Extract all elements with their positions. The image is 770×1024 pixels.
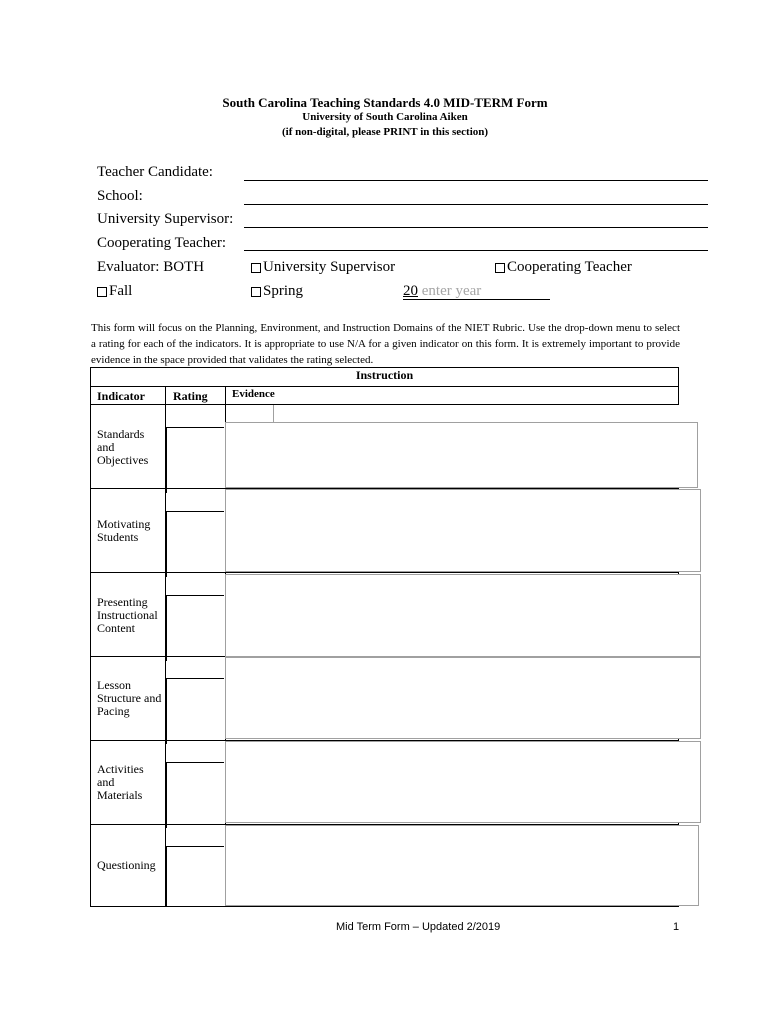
checkbox-icon[interactable] bbox=[251, 263, 261, 273]
footer-text: Mid Term Form – Updated 2/2019 bbox=[336, 921, 501, 933]
rating-dropdown[interactable] bbox=[166, 427, 224, 493]
evidence-field[interactable] bbox=[225, 574, 701, 657]
indicator-standards-and-objectives: Standards and Objectives bbox=[97, 427, 149, 467]
university-supervisor-underline bbox=[244, 227, 708, 228]
term-option-fall[interactable] bbox=[97, 283, 132, 300]
evidence-field[interactable] bbox=[225, 825, 699, 906]
school-underline bbox=[244, 204, 708, 205]
instructions-paragraph: This form will focus on the Planning, Environment, and Instruction Domains of the NIET Rubric. Use the drop-down menu to select a rating for each of the indicators. It is appropriate to use N/A for a given indicator on this form. It is extremely important to provide evidence in the space provided that validates the rating selected. bbox=[91, 322, 680, 366]
checkbox-icon[interactable] bbox=[251, 287, 261, 297]
rating-dropdown[interactable] bbox=[166, 846, 224, 907]
indicator-motivating-students: Motivating Students bbox=[97, 517, 151, 544]
year-field[interactable] bbox=[403, 283, 550, 300]
table-divider bbox=[90, 386, 679, 387]
university-supervisor-field[interactable] bbox=[244, 209, 712, 229]
form-note: (if non-digital, please PRINT in this section) bbox=[281, 126, 489, 138]
school-label: School: bbox=[97, 188, 143, 204]
cooperating-teacher-underline bbox=[244, 250, 708, 251]
cooperating-teacher-label: Cooperating Teacher: bbox=[97, 235, 227, 251]
year-placeholder: enter year bbox=[421, 283, 482, 299]
term-option-label: Fall bbox=[109, 283, 133, 299]
rating-dropdown[interactable] bbox=[166, 762, 224, 828]
indicator-questioning: Questioning bbox=[97, 858, 156, 872]
column-header-rating: Rating bbox=[173, 389, 208, 403]
term-option-spring[interactable] bbox=[251, 283, 303, 300]
column-header-indicator: Indicator bbox=[97, 389, 145, 403]
indicator-lesson-structure-and-pacing: Lesson Structure and Pacing bbox=[97, 678, 162, 718]
evaluator-option-cooperating-teacher[interactable] bbox=[495, 259, 632, 276]
evaluator-label: Evaluator: BOTH bbox=[97, 259, 205, 275]
year-prefix: 20 bbox=[403, 283, 418, 299]
evidence-field[interactable] bbox=[225, 741, 701, 823]
indicator-activities-and-materials: Activities and Materials bbox=[97, 762, 144, 802]
university-supervisor-label: University Supervisor: bbox=[97, 211, 234, 227]
form-subtitle: University of South Carolina Aiken bbox=[302, 111, 468, 123]
evidence-field[interactable] bbox=[225, 657, 701, 739]
indicator-presenting-instructional-content: Presenting Instructional Content bbox=[97, 595, 158, 635]
teacher-candidate-label: Teacher Candidate: bbox=[97, 164, 213, 180]
evaluator-option-label: Cooperating Teacher bbox=[507, 259, 632, 275]
rating-dropdown[interactable] bbox=[166, 511, 224, 577]
evaluator-option-label: University Supervisor bbox=[263, 259, 396, 275]
teacher-candidate-underline bbox=[244, 180, 708, 181]
table-section-title: Instruction bbox=[355, 368, 414, 382]
rating-dropdown[interactable] bbox=[166, 678, 224, 744]
term-option-label: Spring bbox=[263, 283, 304, 299]
evidence-overlay bbox=[273, 405, 679, 423]
teacher-candidate-field[interactable] bbox=[244, 162, 712, 182]
form-title: South Carolina Teaching Standards 4.0 MID-TERM Form bbox=[222, 95, 548, 110]
rating-dropdown[interactable] bbox=[166, 595, 224, 661]
evidence-field[interactable] bbox=[225, 489, 701, 572]
page-number: 1 bbox=[673, 921, 680, 933]
checkbox-icon[interactable] bbox=[495, 263, 505, 273]
column-header-evidence: Evidence bbox=[232, 388, 275, 400]
checkbox-icon[interactable] bbox=[97, 287, 107, 297]
evaluator-option-university-supervisor[interactable] bbox=[251, 259, 395, 276]
school-field[interactable] bbox=[244, 186, 712, 206]
cooperating-teacher-field[interactable] bbox=[244, 232, 712, 252]
evidence-field[interactable] bbox=[225, 422, 698, 488]
